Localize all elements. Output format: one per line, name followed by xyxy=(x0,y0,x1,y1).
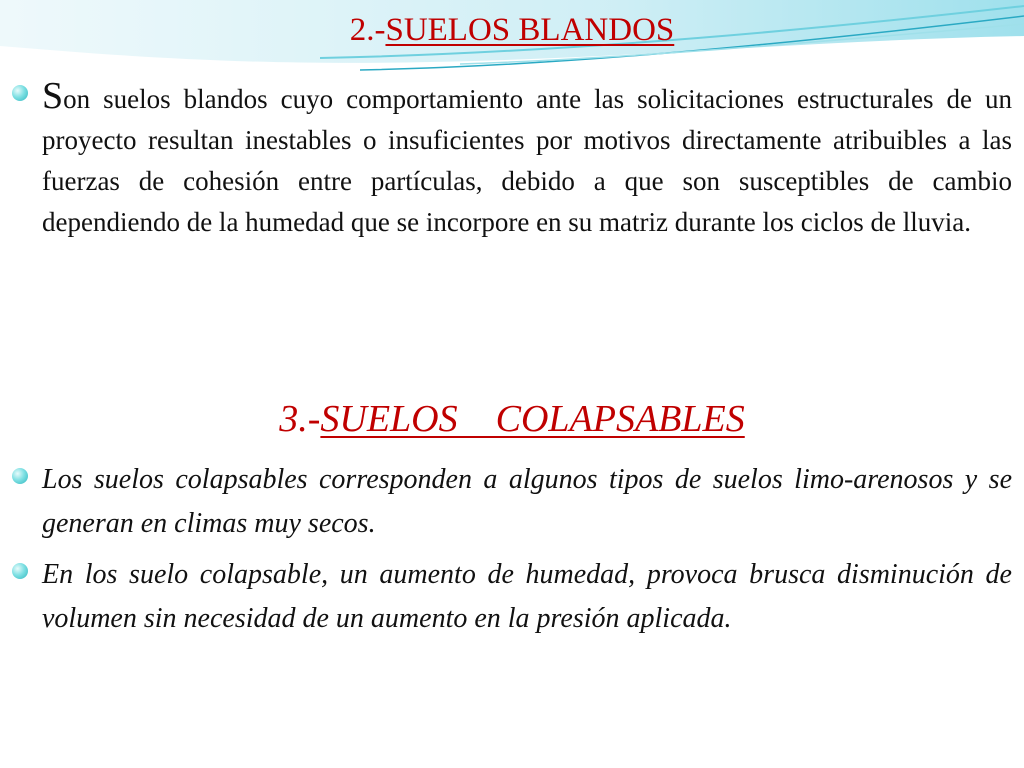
bullet-icon xyxy=(12,563,28,579)
bullet-icon xyxy=(12,468,28,484)
bullet-icon xyxy=(12,85,28,101)
colapsables-bullet-2: En los suelo colapsable, un aumento de humedad, provoca brusca disminución de volumen sin necesidad de un aumento en la presión aplicada. xyxy=(42,559,1012,634)
heading-title: SUELOS COLAPSABLES xyxy=(320,398,745,440)
heading-number: 2.- xyxy=(349,12,386,48)
suelos-blandos-paragraph xyxy=(42,76,1012,243)
heading-title: SUELOS BLANDOS xyxy=(385,12,675,48)
drop-initial: S xyxy=(42,75,64,117)
section-heading-suelos-blandos xyxy=(0,8,1024,52)
heading-number: 3.- xyxy=(279,398,321,440)
paragraph-text: on suelos blandos cuyo comportamiento ante las solicitaciones estructurales de un proyecto resultan inestables o insuficientes por motivos directamente atribuibles a las fuerzas de cohesión entre partículas, debido a que son susceptibles de cambio dependiendo de la humedad que se incorpore en su matriz durante los ciclos de lluvia. xyxy=(42,84,1012,237)
colapsables-bullet-1: Los suelos colapsables corresponden a algunos tipos de suelos limo-arenosos y se generan en climas muy secos. xyxy=(42,464,1012,539)
section-heading-suelos-colapsables xyxy=(0,394,1024,444)
